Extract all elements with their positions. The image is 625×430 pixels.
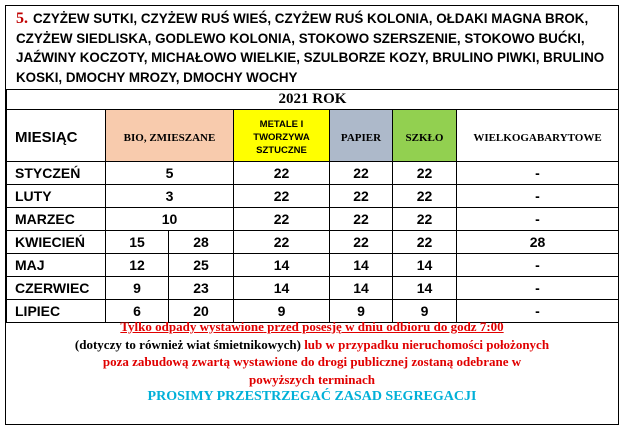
locations-header bbox=[6, 6, 618, 88]
collection-notes bbox=[6, 318, 618, 424]
bio-cell: 5 bbox=[106, 162, 234, 185]
month-cell: STYCZEŃ bbox=[7, 162, 106, 185]
year-heading: 2021 ROK bbox=[7, 90, 619, 110]
bulky-cell: - bbox=[457, 300, 619, 323]
glass-cell: 14 bbox=[393, 277, 457, 300]
year-row bbox=[7, 90, 619, 110]
schedule-table bbox=[6, 89, 619, 323]
paper-cell: 22 bbox=[330, 231, 393, 254]
bio-cell-second: 20 bbox=[169, 300, 234, 323]
segregation-reminder: PROSIMY PRZESTRZEGAĆ ZASAD SEGREGACJI bbox=[147, 389, 477, 404]
glass-cell: 14 bbox=[393, 254, 457, 277]
bulky-cell: - bbox=[457, 254, 619, 277]
paper-cell: 14 bbox=[330, 254, 393, 277]
bio-cell-first: 6 bbox=[106, 300, 169, 323]
bio-cell: 3 bbox=[106, 185, 234, 208]
note-emphasis: Tylko odpady wystawione bbox=[120, 319, 264, 334]
bulky-cell: - bbox=[457, 185, 619, 208]
metal-cell: 22 bbox=[234, 185, 330, 208]
metal-cell: 22 bbox=[234, 208, 330, 231]
month-column-header: MIESIĄC bbox=[7, 110, 106, 162]
column-header-row bbox=[7, 110, 619, 162]
glass-cell: 22 bbox=[393, 231, 457, 254]
table-row bbox=[7, 277, 619, 300]
header-line-4: KOSKI, DMOCHY MROZY, DMOCHY WOCHY bbox=[16, 69, 298, 85]
bio-cell-first: 9 bbox=[106, 277, 169, 300]
paper-cell: 14 bbox=[330, 277, 393, 300]
paper-cell: 9 bbox=[330, 300, 393, 323]
note-line-1: Tylko odpady wystawione przed posesję w dniu odbioru do godz 7:00 bbox=[120, 319, 504, 334]
note-line-4: powyższych terminach bbox=[248, 371, 375, 387]
metal-cell: 22 bbox=[234, 231, 330, 254]
note-line-2: (dotyczy to również wiat śmietnikowych) lub w przypadku nieruchomości położonych bbox=[74, 336, 550, 352]
paper-cell: 22 bbox=[330, 185, 393, 208]
glass-cell: 9 bbox=[393, 300, 457, 323]
month-cell: LIPIEC bbox=[7, 300, 106, 323]
glass-column-header: SZKŁO bbox=[393, 110, 457, 162]
metal-plastic-column-header: METALE I TWORZYWA SZTUCZNE bbox=[234, 110, 330, 162]
table-row bbox=[7, 254, 619, 277]
bulky-cell: - bbox=[457, 277, 619, 300]
header-line-1: 5. CZYŻEW SUTKI, CZYŻEW RUŚ WIEŚ, CZYŻEW RUŚ KOLONIA, OŁDAKI MAGNA BROK, bbox=[16, 10, 589, 27]
header-line-3: JAŹWINY KOCZOTY, MICHAŁOWO WIELKIE, SZULBORZE KOZY, BRULINO PIWKI, BRULINO bbox=[16, 50, 605, 65]
bio-column-header: BIO, ZMIESZANE bbox=[106, 110, 234, 162]
section-number: 5. bbox=[16, 10, 28, 27]
table-row bbox=[7, 208, 619, 231]
bulky-cell: - bbox=[457, 162, 619, 185]
table-row bbox=[7, 185, 619, 208]
metal-cell: 9 bbox=[234, 300, 330, 323]
table-row bbox=[7, 231, 619, 254]
note-line-3: poza zabudową zwartą wystawione do drogi publicznej zostaną odebrane w bbox=[102, 354, 522, 369]
glass-cell: 22 bbox=[393, 162, 457, 185]
glass-cell: 22 bbox=[393, 208, 457, 231]
bio-cell-first: 12 bbox=[106, 254, 169, 277]
bio-cell-first: 15 bbox=[106, 231, 169, 254]
table-row bbox=[7, 162, 619, 185]
month-cell: CZERWIEC bbox=[7, 277, 106, 300]
bulky-cell: - bbox=[457, 208, 619, 231]
paper-column-header: PAPIER bbox=[330, 110, 393, 162]
metal-cell: 14 bbox=[234, 254, 330, 277]
bio-cell-second: 23 bbox=[169, 277, 234, 300]
month-cell: KWIECIEŃ bbox=[7, 231, 106, 254]
metal-cell: 22 bbox=[234, 162, 330, 185]
header-line-2: CZYŻEW SIEDLISKA, GODLEWO KOLONIA, STOKOWO SZERSZENIE, STOKOWO BUĆKI, bbox=[16, 30, 585, 46]
bulky-cell: 28 bbox=[457, 231, 619, 254]
bio-cell: 10 bbox=[106, 208, 234, 231]
bio-cell-second: 28 bbox=[169, 231, 234, 254]
paper-cell: 22 bbox=[330, 162, 393, 185]
month-cell: LUTY bbox=[7, 185, 106, 208]
month-cell: MARZEC bbox=[7, 208, 106, 231]
glass-cell: 22 bbox=[393, 185, 457, 208]
bulky-column-header: WIELKOGABARYTOWE bbox=[457, 110, 619, 162]
month-cell: MAJ bbox=[7, 254, 106, 277]
paper-cell: 22 bbox=[330, 208, 393, 231]
metal-cell: 14 bbox=[234, 277, 330, 300]
bio-cell-second: 25 bbox=[169, 254, 234, 277]
